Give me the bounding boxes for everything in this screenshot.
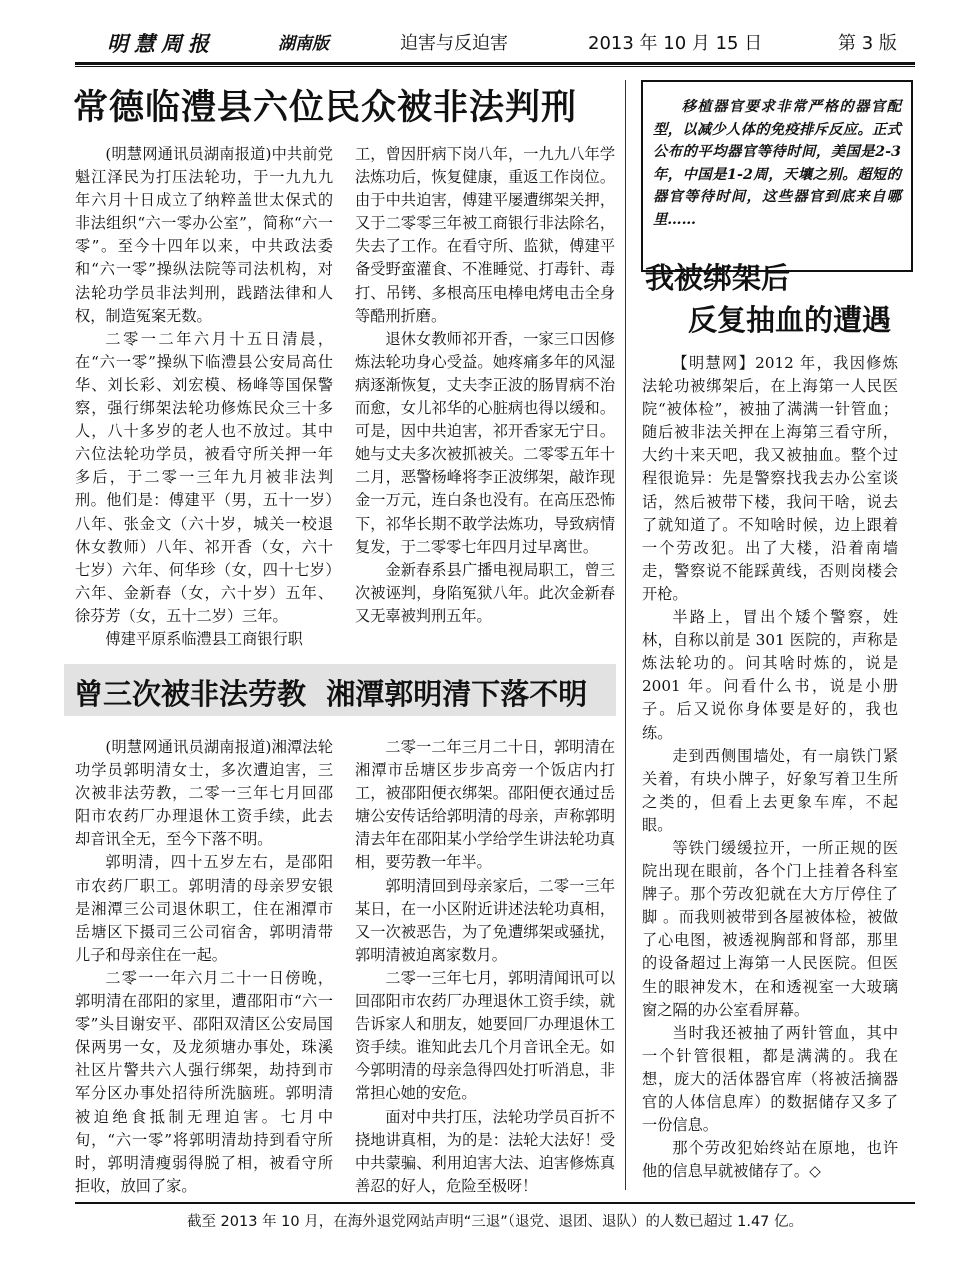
paragraph: 郭明清，四十五岁左右，是邵阳市农药厂职工。郭明清的母亲罗安银是湘潭三公司退休职工，住在湘潭市岳塘区下摄司三公司宿舍，郭明清带儿子和母亲住在一起。 [75, 853, 333, 964]
issue-date: 2013 年 10 月 15 日 [588, 33, 763, 54]
teaser-box [641, 80, 913, 272]
paragraph: 傅建平原系临澧县工商银行职 [105, 629, 303, 648]
article2-column-1 [75, 736, 333, 1198]
footer-notice: 截至 2013 年 10 月，在海外退党网站声明“三退”（退党、退团、退队）的人数已超过 1.47 亿。 [186, 1214, 804, 1230]
teaser-text: 移植器官要求非常严格的器官配型，以减少人体的免疫排斥反应。正式公布的平均器官等待时间，美国是2-3年，中国是1-2周，天壤之别。超短的器官等待时间，这些器官到底来自哪里…… [653, 99, 901, 228]
column-divider [625, 80, 626, 1190]
page-number: 第 3 版 [838, 33, 897, 54]
paragraph: 工，曾因肝病下岗八年，一九九八年学法炼功后，恢复健康，重返工作岗位。由于中共迫害，傅建平屡遭绑架关押，又于二零零三年被工商银行非法除名，失去了工作。在看守所、监狱，傅建平备受野蛮灌食、不准睡觉、打毒针、毒打、吊铐、多根高压电棒电烤电击全身等酷刑折磨。 [355, 145, 615, 325]
footer-rule [75, 1202, 915, 1204]
article2-column-2 [355, 736, 615, 1198]
paragraph: 二零一一年六月二十一日傍晚，郭明清在邵阳的家里，遭邵阳市“六一零”头目谢安平、邵阳双清区公安局国保两男一女，及龙须塘办事处，珠溪社区片警共六人强行绑架，劫持到市军分区办事处招待所洗脑班。郭明清被迫绝食抵制无理迫害。七月中旬，“六一零”将郭明清劫持到看守所时，郭明清瘦弱得脱了相，被看守所拒收，放回了家。 [75, 968, 333, 1195]
header-rule [75, 62, 915, 65]
article2-title: 曾三次被非法劳教 湘潭郭明清下落不明 [74, 677, 588, 711]
section-title: 迫害与反迫害 [400, 33, 508, 54]
article1-title: 常德临澧县六位民众被非法判刑 [73, 87, 578, 128]
header-rule-thin [75, 66, 915, 67]
paragraph: 二零一二年三月二十日，郭明清在湘潭市岳塘区步步高旁一个饭店内打工，被邵阳便衣绑架。邵阳便衣通过岳塘公安传话给郭明清的母亲，声称郭明清去年在邵阳某小学给学生讲法轮功真相，要劳教一年半。 [355, 738, 615, 872]
paragraph: (明慧网通讯员湖南报道)湘潭法轮功学员郭明清女士，多次遭迫害，三次被非法劳教，二零一三年七月回邵阳市农药厂办理退休工资手续，此去却音讯全无，至今下落不明。 [75, 738, 333, 849]
paragraph: 二零一二年六月十五日清晨，在“六一零”操纵下临澧县公安局高仕华、刘长彩、刘宏模、杨峰等国保警察，强行绑架法轮功修炼民众三十多人，八十多岁的老人也不放过。其中六位法轮功学员，被看守所关押一年多后，于二零一三年九月被非法判刑。他们是：傅建平（男，五十一岁）八年、张金文（六十岁，城关一校退休女教师）八年、祁开香（女，六十七岁）六年、何华珍（女，四十七岁）六年、金新春（女，六十岁）五年、徐芬芳（女，五十二岁）三年。 [75, 329, 333, 625]
page-header [75, 30, 905, 58]
paragraph: 二零一三年七月，郭明清闻讯可以回邵阳市农药厂办理退休工资手续，就告诉家人和朋友，她要回厂办理退休工资手续。谁知此去几个月音讯全无。如今郭明清的母亲急得四处打听消息，非常担心她的安危。 [355, 968, 615, 1103]
article1-column-1 [75, 143, 333, 651]
paragraph: 面对中共打压，法轮功学员百折不挠地讲真相，为的是：法轮大法好！受中共蒙骗、利用迫害大法、迫害修炼真善忍的好人，危险至极呀！ [355, 1107, 615, 1195]
paragraph: (明慧网通讯员湖南报道)中共前党魁江泽民为打压法轮功，于一九九九年六月十日成立了纳粹盖世太保式的非法组织“六一零办公室”，简称“六一零”。至今十四年以来，中共政法委和“六一零”操纵法院等司法机构，对法轮功学员非法判刑，践踏法律和人权，制造冤案无数。 [75, 145, 333, 325]
paragraph: 那个劳改犯始终站在原地，也许他的信息早就被储存了。◇ [642, 1139, 898, 1181]
article3-title-line1: 我被绑架后 [645, 261, 791, 295]
paragraph: 半路上，冒出个矮个警察，姓林，自称以前是 301 医院的，声称是炼法轮功的。问其啥时炼的，说是 2001 年。问看什么书，说是小册子。后又说你身体要是好的，我也练。 [642, 608, 898, 742]
paragraph: 【明慧网】2012 年，我因修炼法轮功被绑架后，在上海第一人民医院“被体检”，被抽了满满一针管血；随后被非法关押在上海第三看守所，大约十来天吧，我又被抽血。整个过程很诡异：先是警察找我去办公室谈话，然后被带下楼，我问干啥，说去了就知道了。不知啥时候，边上跟着一个劳改犯。出了大楼，沿着南墙走，警察说不能踩黄线，否则岗楼会开枪。 [642, 354, 898, 603]
paper-name: 明慧周报 [107, 31, 215, 56]
article1-column-2 [355, 143, 615, 628]
paragraph: 走到西侧围墙处，有一扇铁门紧关着，有块小牌子，好象写着卫生所之类的，但看上去更象车库，不起眼。 [642, 746, 898, 834]
edition-label: 湖南版 [278, 34, 329, 54]
paragraph: 当时我还被抽了两针管血，其中一个针管很粗，都是满满的。我在想，庞大的活体器官库（将被活摘器官的人体信息库）的数据储存又多了一份信息。 [642, 1023, 898, 1135]
paragraph: 金新春系县广播电视局职工，曾三次被诬判，身陷冤狱八年。此次金新春又无辜被判刑五年。 [355, 560, 615, 625]
article3-title-line2: 反复抽血的遭遇 [688, 303, 892, 337]
paragraph: 郭明清回到母亲家后，二零一三年某日，在一小区附近讲述法轮功真相，又一次被恶告，为了免遭绑架或骚扰，郭明清被迫离家数月。 [355, 876, 615, 964]
article3-body [642, 352, 898, 1183]
paragraph: 退休女教师祁开香，一家三口因修炼法轮功身心受益。她疼痛多年的风湿病逐渐恢复，丈夫李正波的肠胃病不治而愈，女儿祁华的心脏病也得以缓和。可是，因中共迫害，祁开香家无宁日。她与丈夫多次被抓被关。二零零五年十二月，恶警杨峰将李正波绑架，敲诈现金一万元，连白条也没有。在高压恐怖下，祁华长期不敢学法炼功，导致病情复发，于二零零七年四月过早离世。 [355, 329, 615, 556]
paragraph: 等铁门缓缓拉开，一所正规的医院出现在眼前，各个门上挂着各科室牌子。那个劳改犯就在大方厅停住了脚 。而我则被带到各屋被体检，被做了心电图，被透视胸部和肾部，那里的设备超过上海第一人民医院。但医生的眼神发木，在和透视室一大玻璃窗之隔的办公室看屏幕。 [642, 838, 898, 1019]
